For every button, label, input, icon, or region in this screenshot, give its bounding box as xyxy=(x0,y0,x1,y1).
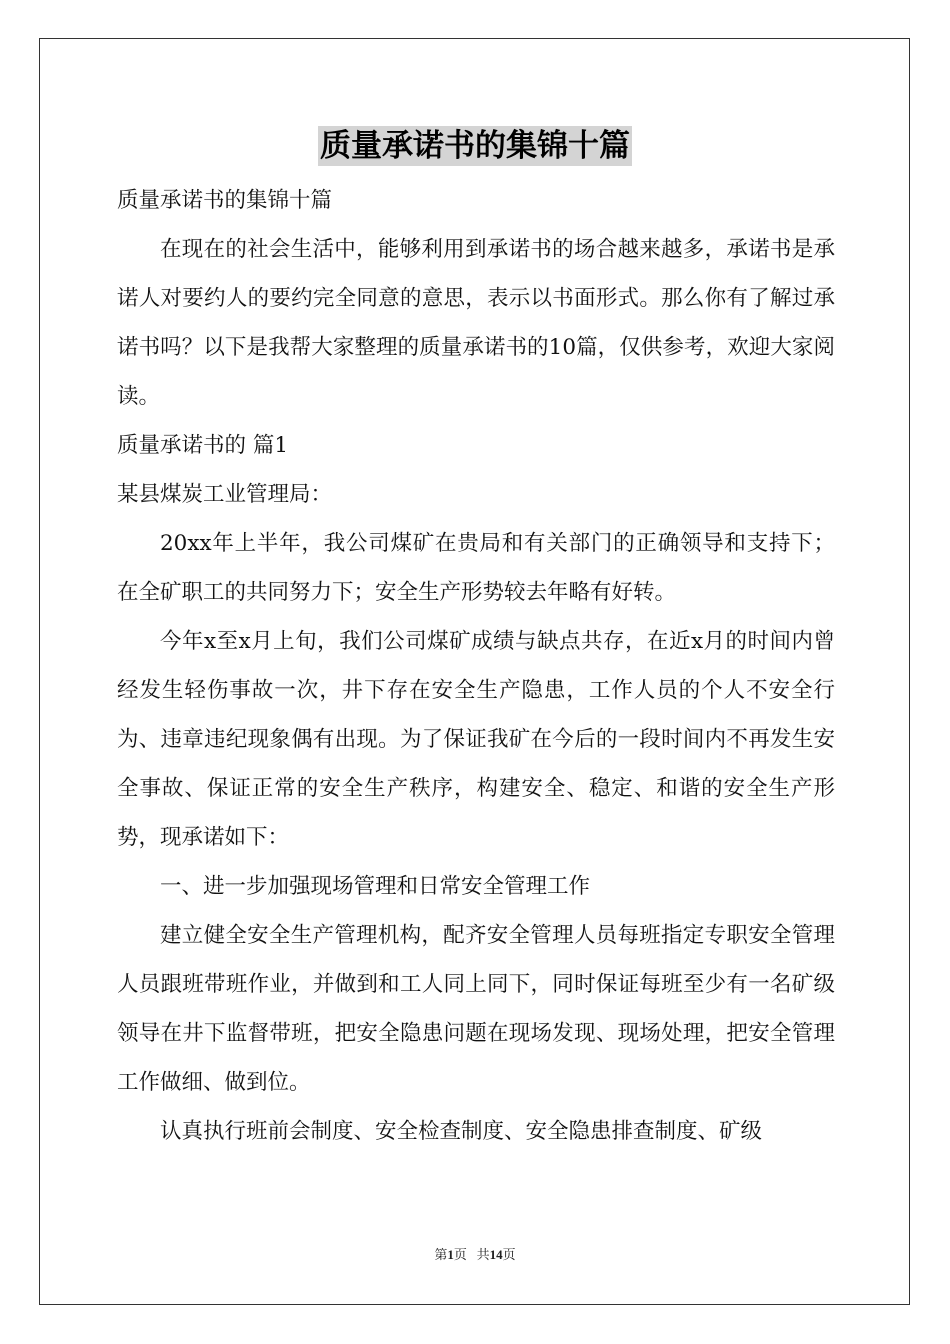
title-container xyxy=(0,126,950,166)
footer-page-suffix: 页 xyxy=(453,1247,467,1262)
paragraph: 建立健全安全生产管理机构，配齐安全管理人员每班指定专职安全管理人员跟班带班作业，并做到和工人同上同下，同时保证每班至少有一名矿级领导在井下监督带班，把安全隐患问题在现场发现、现场处理，把安全管理工作做细、做到位。 xyxy=(117,923,835,1095)
paragraph: 在现在的社会生活中，能够利用到承诺书的场合越来越多，承诺书是承诺人对要约人的要约完全同意的意思，表示以书面形式。那么你有了解过承诺书吗？以下是我帮大家整理的质量承诺书的10篇，仅供参考，欢迎大家阅读。 xyxy=(117,237,835,409)
document-body xyxy=(117,176,835,1156)
footer-total-pages: 14 xyxy=(489,1247,503,1262)
paragraph: 今年x至x月上旬，我们公司煤矿成绩与缺点共存，在近x月的时间内曾经发生轻伤事故一次，井下存在安全生产隐患，工作人员的个人不安全行为、违章违纪现象偶有出现。为了保证我矿在今后的一段时间内不再发生安全事故、保证正常的安全生产秩序，构建安全、稳定、和谐的安全生产形势，现承诺如下： xyxy=(117,629,835,850)
footer-total-prefix: 共 xyxy=(476,1247,490,1262)
footer-total-suffix: 页 xyxy=(502,1247,516,1262)
paragraph: 20xx年上半年，我公司煤矿在贵局和有关部门的正确领导和支持下；在全矿职工的共同努力下；安全生产形势较去年略有好转。 xyxy=(117,531,835,605)
footer-page-number: 1 xyxy=(447,1247,454,1262)
document-title: 质量承诺书的集锦十篇 xyxy=(320,128,630,164)
page-footer xyxy=(0,1244,950,1263)
paragraph: 认真执行班前会制度、安全检查制度、安全隐患排查制度、矿级 xyxy=(160,1119,763,1144)
paragraph: 一、进一步加强现场管理和日常安全管理工作 xyxy=(160,874,591,899)
paragraph: 质量承诺书的集锦十篇 xyxy=(117,188,333,213)
paragraph: 质量承诺书的 篇1 xyxy=(117,433,289,458)
footer-prefix: 第 xyxy=(434,1247,448,1262)
paragraph: 某县煤炭工业管理局： xyxy=(117,482,333,507)
